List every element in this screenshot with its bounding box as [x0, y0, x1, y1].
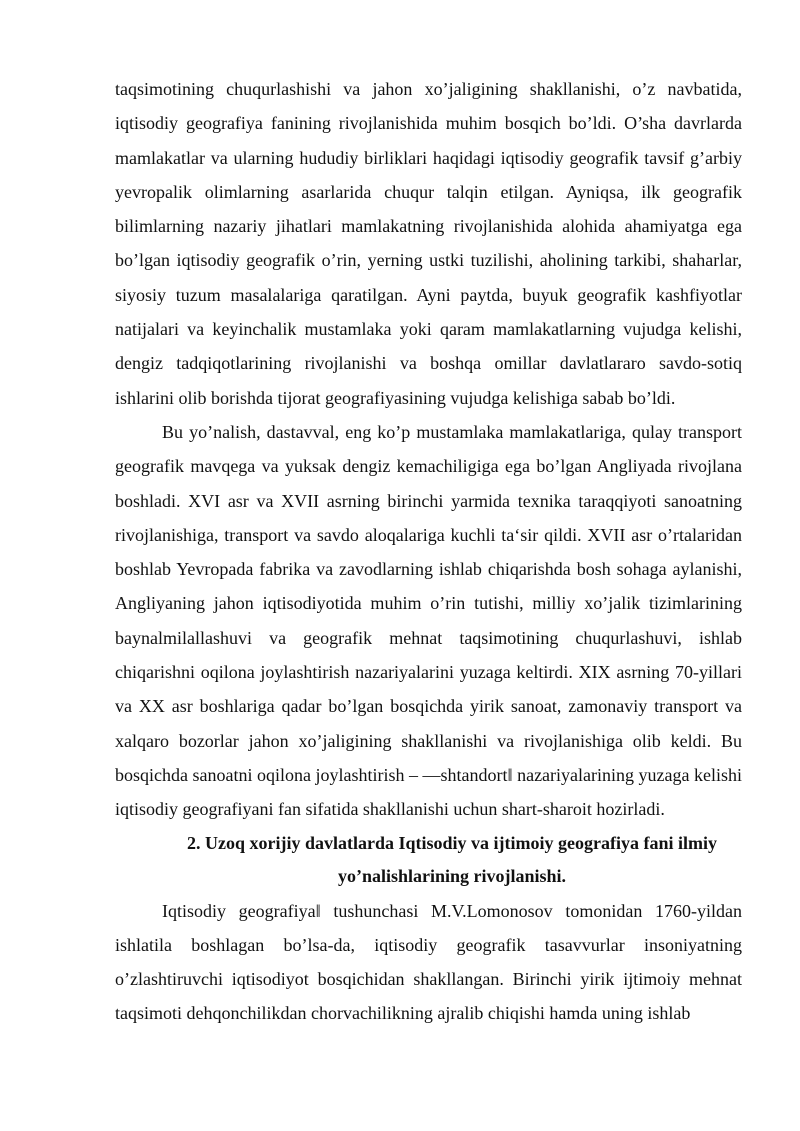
paragraph-2: Bu yo’nalish, dastavval, eng ko’p mustamlaka mamlakatlariga, qulay transport geografik mavqega va yuksak dengiz kemachiligiga ega bo’lgan Angliyada rivojlana boshladi. XVI asr va XVII asrning birinchi yarmida texnika taraqqiyoti sanoatning rivojlanishiga, transport va savdo aloqalariga kuchli ta‘sir qildi. XVII asr o’rtalaridan boshlab Yevropada fabrika va zavodlarning ishlab chiqarishda bosh sohaga aylanishi, Angliyaning jahon iqtisodiyotida muhim o’rin tutishi, milliy xo’jalik tizimlarining baynalmilallashuvi va geografik mehnat taqsimotining chuqurlashuvi, ishlab chiqarishni oqilona joylashtirish nazariyalarini yuzaga keltirdi. XIX asrning 70-yillari va XX asr boshlariga qadar bo’lgan bosqichda yirik sanoat, zamonaviy transport va xalqaro bozorlar jahon xo’jaligining shakllanishi va rivojlanishiga olib keldi. Bu bosqichda sanoatni oqilona joylashtirish – ―shtandort‖ nazariyalarining yuzaga kelishi iqtisodiy geografiyani fan sifatida shakllanishi uchun shart-sharoit hozirladi. [115, 421, 742, 820]
document-page [115, 72, 742, 1031]
paragraph-1: taqsimotining chuqurlashishi va jahon xo’jaligining shakllanishi, o’z navbatida, iqtisodiy geografiya fanining rivojlanishida muhim bosqich bo’ldi. O’sha davrlarda mamlakatlar va ularning hududiy birliklari haqidagi iqtisodiy geografik tavsif g’arbiy yevropalik olimlarning asarlarida chuqur talqin etilgan. Ayniqsa, ilk geografik bilimlarning nazariy jihatlari mamlakatning rivojlanishida alohida ahamiyatga ega bo’lgan iqtisodiy geografik o’rin, yerning ustki tuzilishi, aholining tarkibi, shaharlar, siyosiy tuzum masalalariga qaratilgan. Ayni paytda, buyuk geografik kashfiyotlar natijalari va keyinchalik mustamlaka yoki qaram mamlakatlarning vujudga kelishi, dengiz tadqiqotlarining rivojlanishi va boshqa omillar davlatlararo savdo-sotiq ishlarini olib borishda tijorat geografiyasining vujudga kelishiga sabab bo’ldi. [115, 79, 742, 408]
paragraph-3: Iqtisodiy geografiya‖ tushunchasi M.V.Lomonosov tomonidan 1760-yildan ishlatila boshlagan bo’lsa-da, iqtisodiy geografik tasavvurlar insoniyatning o’zlashtiruvchi iqtisodiyot bosqichidan shakllangan. Birinchi yirik ijtimoiy mehnat taqsimoti dehqonchilikdan chorvachilikning ajralib chiqishi hamda uning ishlab [115, 900, 742, 1024]
section-heading: 2. Uzoq xorijiy davlatlarda Iqtisodiy va ijtimoiy geografiya fani ilmiy yo’nalishlarining rivojlanishi. [187, 832, 717, 887]
